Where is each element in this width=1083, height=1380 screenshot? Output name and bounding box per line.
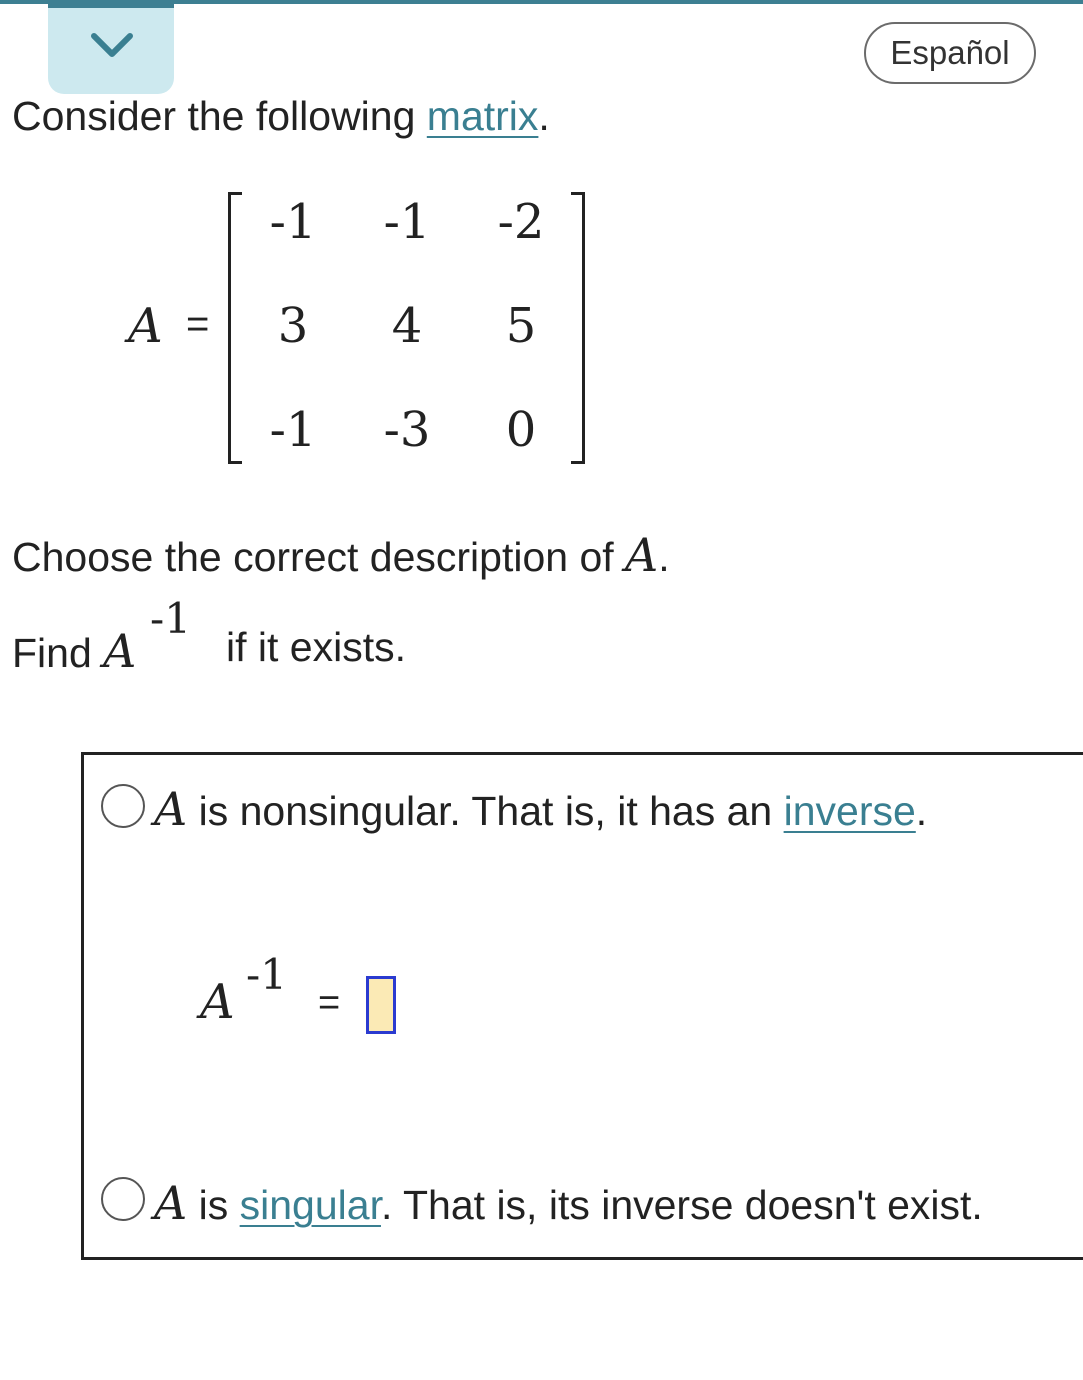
- intro-suffix: .: [538, 93, 550, 139]
- choose-prefix: Choose the correct description of: [12, 534, 626, 580]
- collapse-button[interactable]: [48, 0, 174, 94]
- radio-singular[interactable]: [101, 1177, 145, 1221]
- singular-link[interactable]: singular: [239, 1182, 381, 1228]
- matrix-link[interactable]: matrix: [426, 93, 539, 139]
- inverse-label-exponent: -1: [246, 950, 287, 999]
- option-singular-text-before: is: [187, 1182, 240, 1228]
- find-exponent: -1: [150, 594, 191, 643]
- matrix-cell: 4: [391, 298, 423, 354]
- inverse-label-var: A: [200, 974, 235, 1030]
- option-singular-text: [154, 1176, 983, 1230]
- find-suffix: if it exists.: [226, 624, 406, 670]
- matrix-cell: 5: [505, 298, 537, 354]
- inverse-equals: =: [318, 982, 341, 1024]
- option-singular-text-after: . That is, its inverse doesn't exist.: [380, 1182, 983, 1228]
- find-text-prefix: [12, 624, 136, 678]
- matrix-cell: 3: [277, 298, 309, 354]
- matrix-cell: 0: [505, 402, 537, 458]
- matrix-cell: -1: [269, 194, 317, 250]
- matrix-cell: -1: [383, 194, 431, 250]
- intro-text: [12, 93, 550, 140]
- language-button[interactable]: Español: [864, 22, 1036, 84]
- inverse-answer-input[interactable]: [366, 976, 396, 1034]
- chevron-down-icon: [90, 32, 134, 60]
- matrix-name: A: [128, 298, 163, 354]
- choose-var: A: [625, 528, 659, 582]
- option-nonsingular-text: [154, 782, 927, 836]
- inverse-link[interactable]: inverse: [783, 788, 916, 834]
- matrix-cell: -3: [383, 402, 431, 458]
- option-nonsingular-var: A: [154, 782, 188, 836]
- intro-prefix: Consider the following: [12, 93, 427, 139]
- option-nonsingular-text-before: is nonsingular. That is, it has an: [187, 788, 784, 834]
- choose-text: [12, 528, 670, 582]
- option-nonsingular-text-after: .: [915, 788, 928, 834]
- matrix-cell: -2: [497, 194, 545, 250]
- radio-nonsingular[interactable]: [101, 784, 145, 828]
- choose-suffix: .: [658, 534, 670, 580]
- tab-strip: [48, 0, 174, 8]
- matrix-cell: -1: [269, 402, 317, 458]
- matrix-equals: =: [186, 302, 210, 346]
- option-singular-var: A: [154, 1176, 188, 1230]
- find-prefix: Find: [12, 630, 104, 676]
- find-var: A: [103, 624, 137, 678]
